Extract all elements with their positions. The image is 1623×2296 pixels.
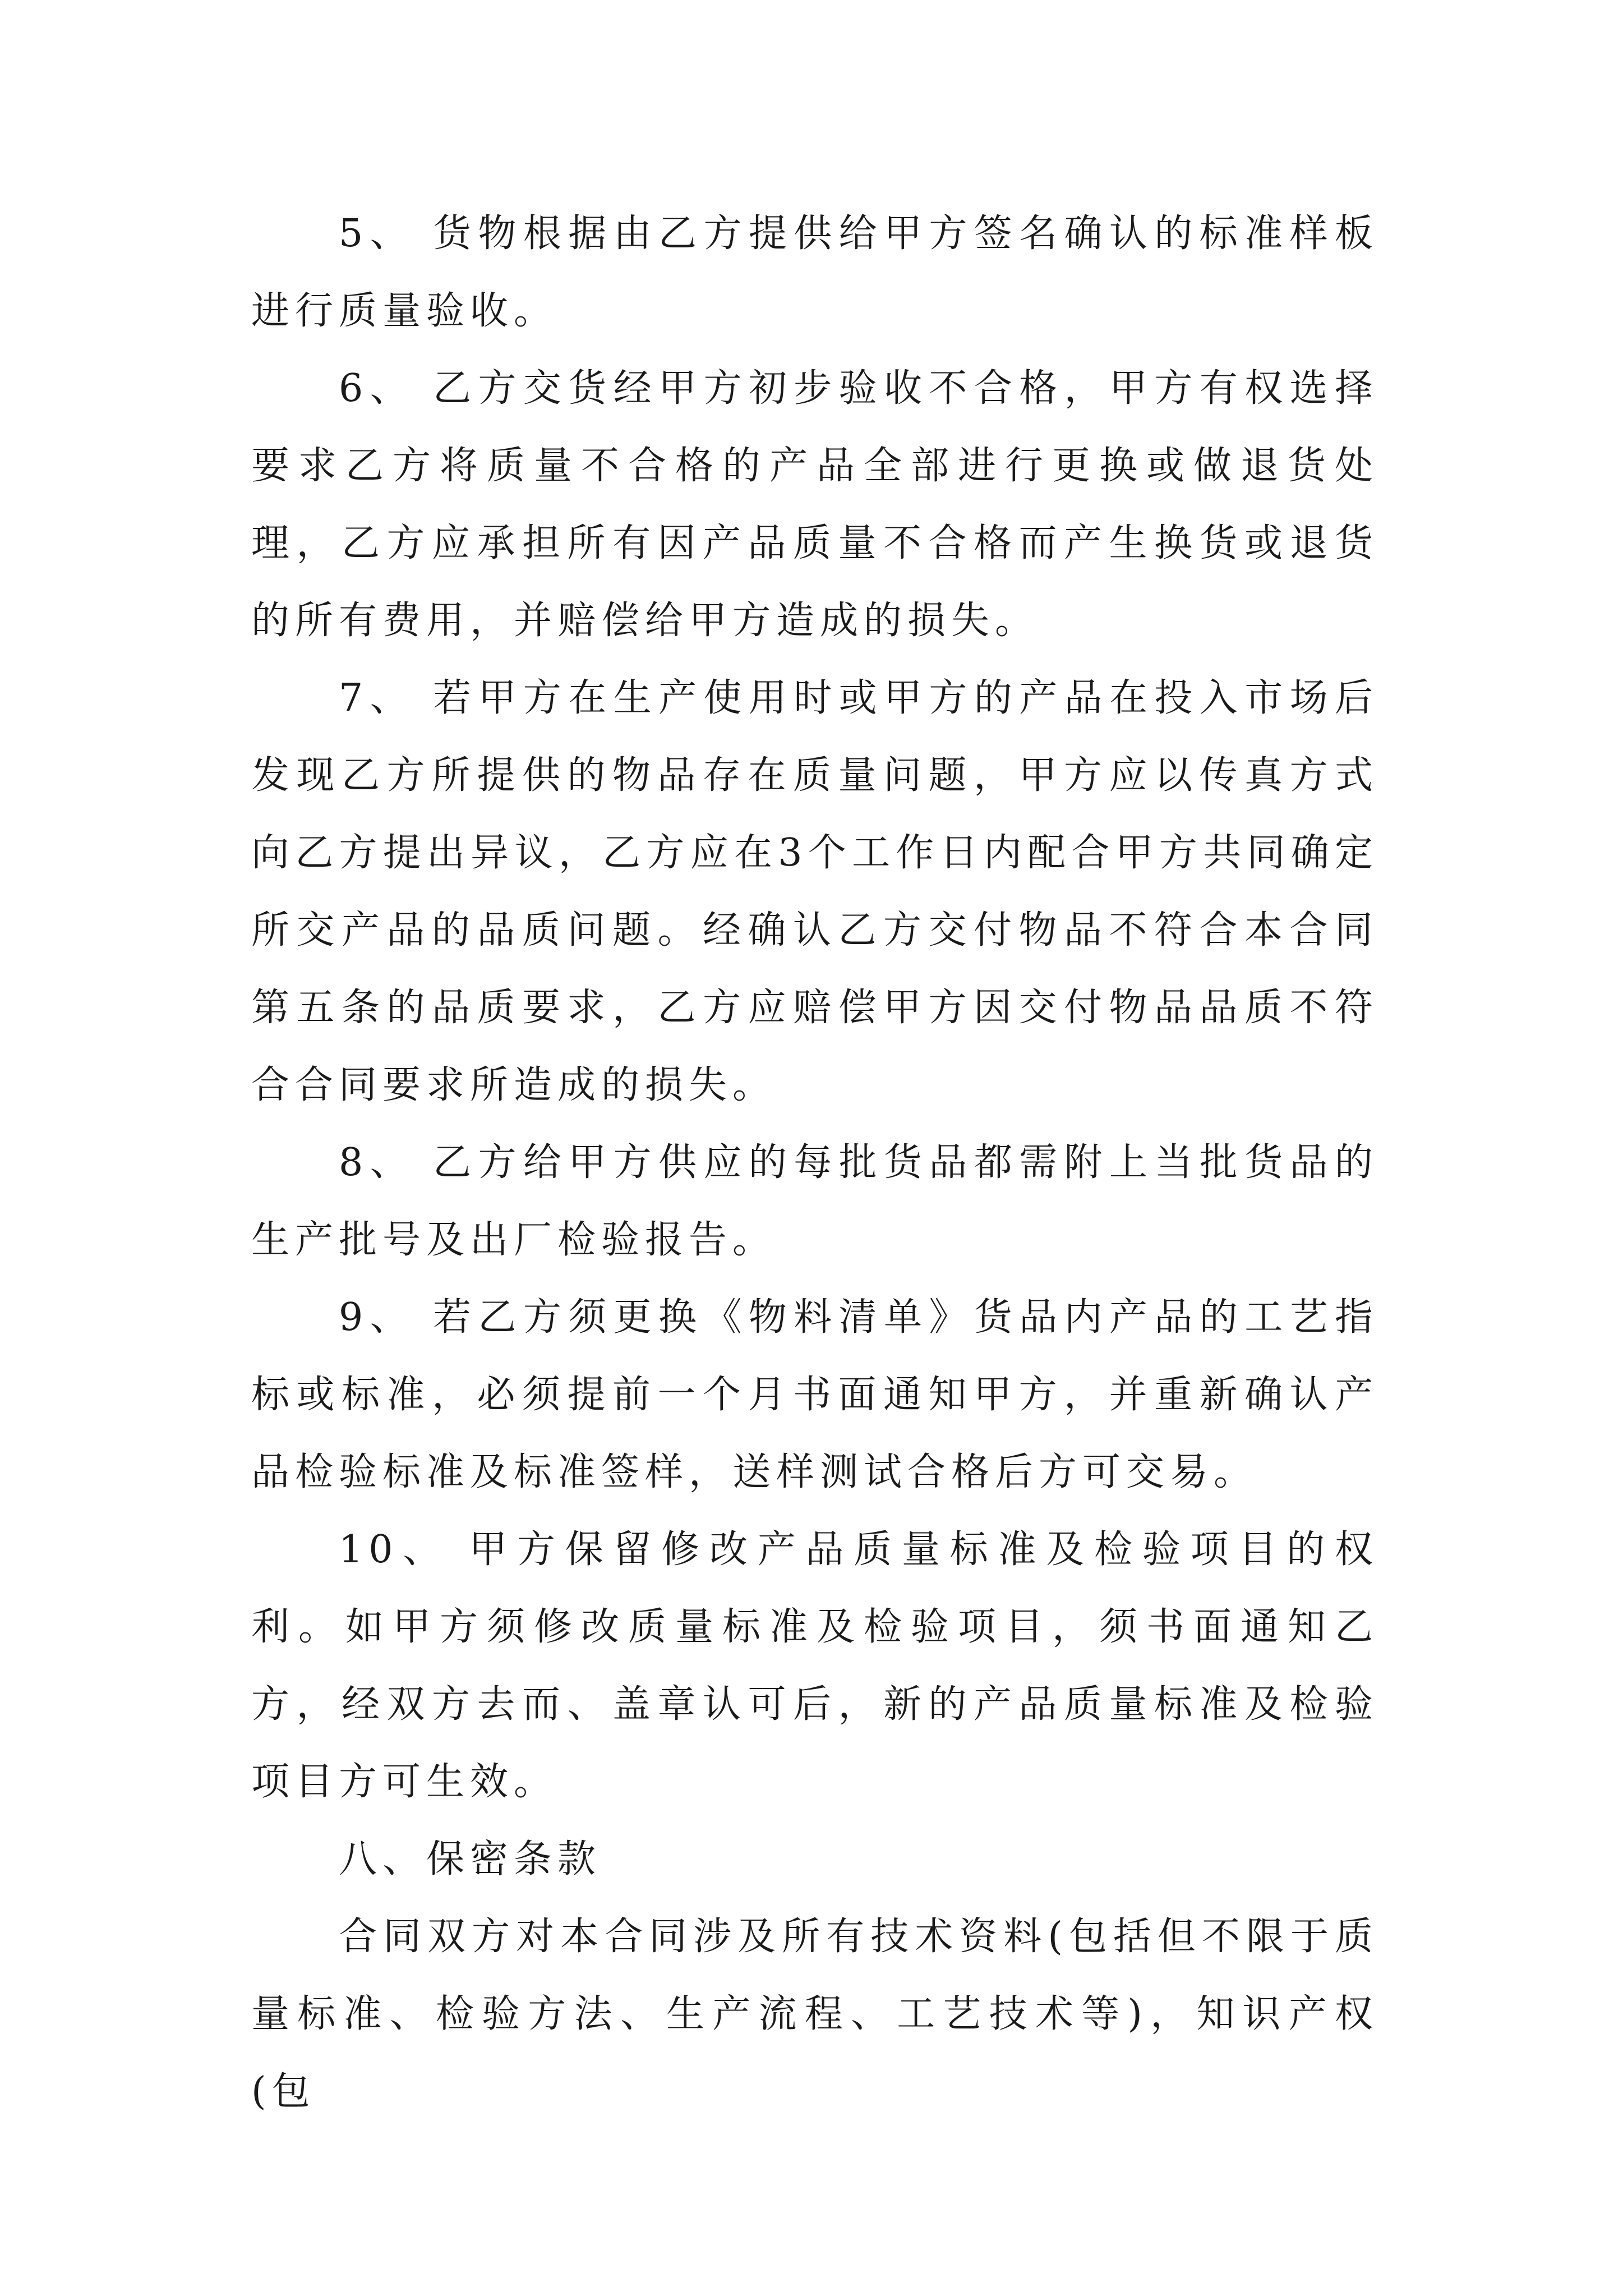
clause-number: 8、 <box>339 1140 416 1185</box>
clause-7 <box>251 660 1378 1124</box>
clause-9 <box>251 1279 1378 1511</box>
clause-text: 货物根据由乙方提供给甲方签名确认的标准样板进行质量验收。 <box>251 211 1378 333</box>
clause-text: 若乙方须更换《物料清单》货品内产品的工艺指标或标准，必须提前一个月书面通知甲方，并重新确认产品检验标准及标准签样，送样测试合格后方可交易。 <box>251 1295 1378 1494</box>
clause-number: 9、 <box>339 1295 416 1340</box>
clause-text: 若甲方在生产使用时或甲方的产品在投入市场后发现乙方所提供的物品存在质量问题，甲方应以传真方式向乙方提出异议，乙方应在3个工作日内配合甲方共同确定所交产品的品质问题。经确认乙方交付物品不符合本合同第五条的品质要求，乙方应赔偿甲方因交付物品品质不符合合同要求所造成的损失。 <box>251 676 1378 1107</box>
clause-10 <box>251 1511 1378 1821</box>
clause-number: 7、 <box>339 676 416 720</box>
clause-text: 乙方给甲方供应的每批货品都需附上当批货品的生产批号及出厂检验报告。 <box>251 1140 1378 1262</box>
clause-number: 6、 <box>339 366 416 411</box>
section-body: 合同双方对本合同涉及所有技术资料(包括但不限于质量标准、检验方法、生产流程、工艺技术等)，知识产权(包 <box>251 1915 1378 2114</box>
clause-number: 5、 <box>339 211 416 256</box>
clause-text: 甲方保留修改产品质量标准及检验项目的权利。如甲方须修改质量标准及检验项目，须书面通知乙方，经双方去而、盖章认可后，新的产品质量标准及检验项目方可生效。 <box>251 1527 1378 1804</box>
clause-number: 10、 <box>339 1527 451 1572</box>
clause-text: 乙方交货经甲方初步验收不合格，甲方有权选择要求乙方将质量不合格的产品全部进行更换或做退货处理，乙方应承担所有因产品质量不合格而产生换货或退货的所有费用，并赔偿给甲方造成的损失。 <box>251 366 1378 643</box>
section-heading: 八、保密条款 <box>339 1837 602 1881</box>
clause-8 <box>251 1124 1378 1279</box>
clause-5 <box>251 195 1378 350</box>
clause-6 <box>251 350 1378 660</box>
document-body <box>251 195 1378 2131</box>
